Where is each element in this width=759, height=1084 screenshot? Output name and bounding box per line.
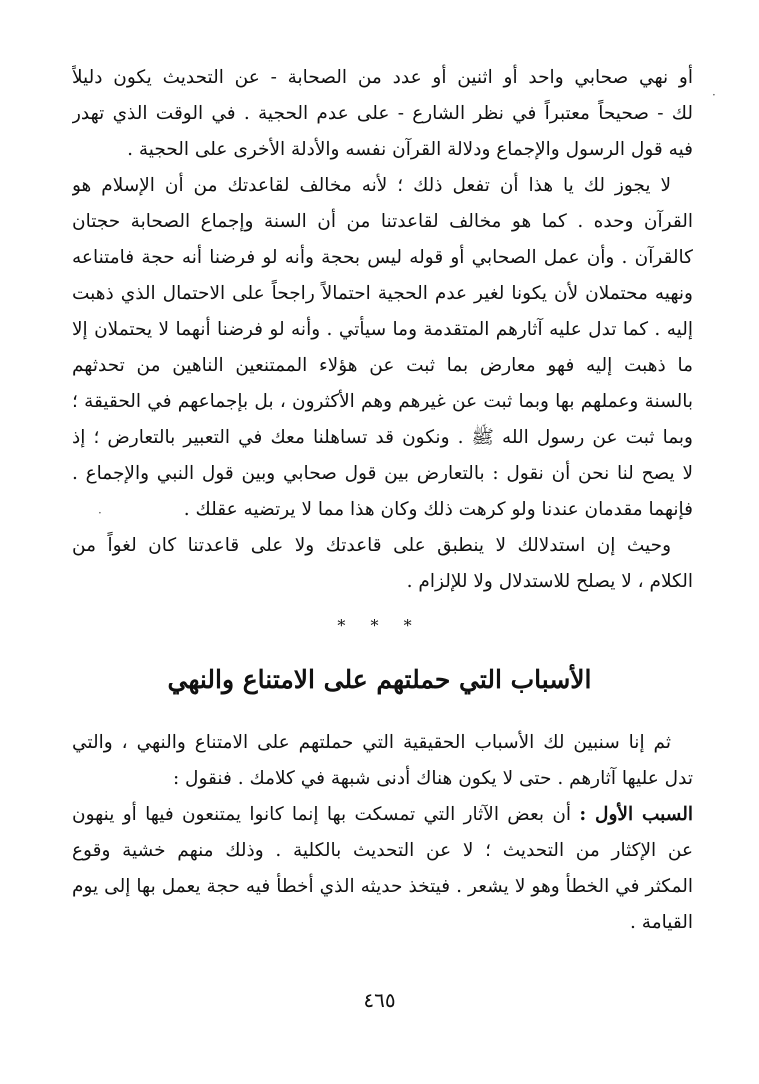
- reason-text: أن بعض الآثار التي تمسكت بها إنما كانوا يمتنعون فيها أو ينهون: [72, 804, 580, 825]
- text-line: ما ذهبت إليه فهو معارض بما ثبت عن هؤلاء الممتنعين الناهين من تحدثهم: [72, 355, 693, 376]
- text-line: ونهيه محتملان لأن يكونا لغير عدم الحجية احتمالاً راجحاً على الاحتمال الذي ذهبت: [72, 283, 693, 304]
- text-line: تدل عليها آثارهم . حتى لا يكون هناك أدنى شبهة في كلامك . فنقول :: [172, 768, 693, 789]
- reason-label: السبب الأول :: [579, 804, 693, 825]
- text-line: المكثر في الخطأ وهو لا يشعر . فيتخذ حديثه الذي أخطأ فيه حجة يعمل بها إلى يوم: [72, 876, 693, 897]
- text-line: إليه . كما تدل عليه آثارهم المتقدمة وما سيأتي . وأنه لو فرضنا أنهما لا يحتملان إلا: [72, 319, 693, 340]
- text-line: أو نهي صحابي واحد أو اثنين أو عدد من الصحابة - عن التحديث يكون دليلاً: [72, 67, 693, 88]
- text-line: القرآن وحده . كما هو مخالف لقاعدتنا من أن السنة وإجماع الصحابة حجتان: [72, 211, 693, 232]
- margin-mark: ·: [712, 88, 716, 102]
- margin-mark: ·: [98, 506, 102, 520]
- text-line: وبما ثبت عن رسول الله ﷺ . ونكون قد تساهلنا معك في التعبير بالتعارض ؛ إذ: [72, 427, 693, 448]
- text-line: فإنهما مقدمان عندنا ولو كرهت ذلك وكان هذا مما لا يرتضيه عقلك .: [183, 499, 693, 520]
- text-line: الكلام ، لا يصلح للاستدلال ولا للإلزام .: [406, 571, 693, 592]
- text-line: لا يصح لنا نحن أن نقول : بالتعارض بين قول صحابي وبين قول النبي والإجماع .: [72, 463, 693, 484]
- text-line: القيامة .: [630, 912, 693, 933]
- section-heading: الأسباب التي حملتهم على الامتناع والنهي: [167, 665, 592, 694]
- text-line: لك - صحيحاً معتبراً في نظر الشارع - على عدم الحجية . في الوقت الذي تهدر: [72, 103, 693, 124]
- body-text-upper: [72, 60, 693, 600]
- section-separator: * * *: [337, 616, 422, 635]
- text-line: بالسنة وعملهم بها وبما ثبت عن غيرهم وهم الأكثرون ، بل بإجماعهم في الحقيقة ؛: [72, 391, 693, 412]
- text-line: عن الإكثار من التحديث ؛ لا عن التحديث بالكلية . وذلك منهم خشية وقوع: [72, 840, 693, 861]
- text-line: وحيث إن استدلالك لا ينطبق على قاعدتك ولا على قاعدتنا كان لغواً من: [72, 535, 671, 556]
- text-line: ثم إنا سنبين لك الأسباب الحقيقية التي حملتهم على الامتناع والنهي ، والتي: [72, 732, 671, 753]
- body-text-lower: [72, 725, 693, 941]
- text-line: فيه قول الرسول والإجماع ودلالة القرآن نفسه والأدلة الأخرى على الحجية .: [127, 139, 693, 160]
- page-number: ٤٦٥: [363, 988, 396, 1012]
- text-line: لا يجوز لك يا هذا أن تفعل ذلك ؛ لأنه مخالف لقاعدتك من أن الإسلام هو: [72, 175, 671, 196]
- text-line: [72, 797, 693, 833]
- text-line: كالقرآن . وأن عمل الصحابي أو قوله ليس بحجة وأنه لو فرضنا أنه حجة فامتناعه: [72, 247, 693, 268]
